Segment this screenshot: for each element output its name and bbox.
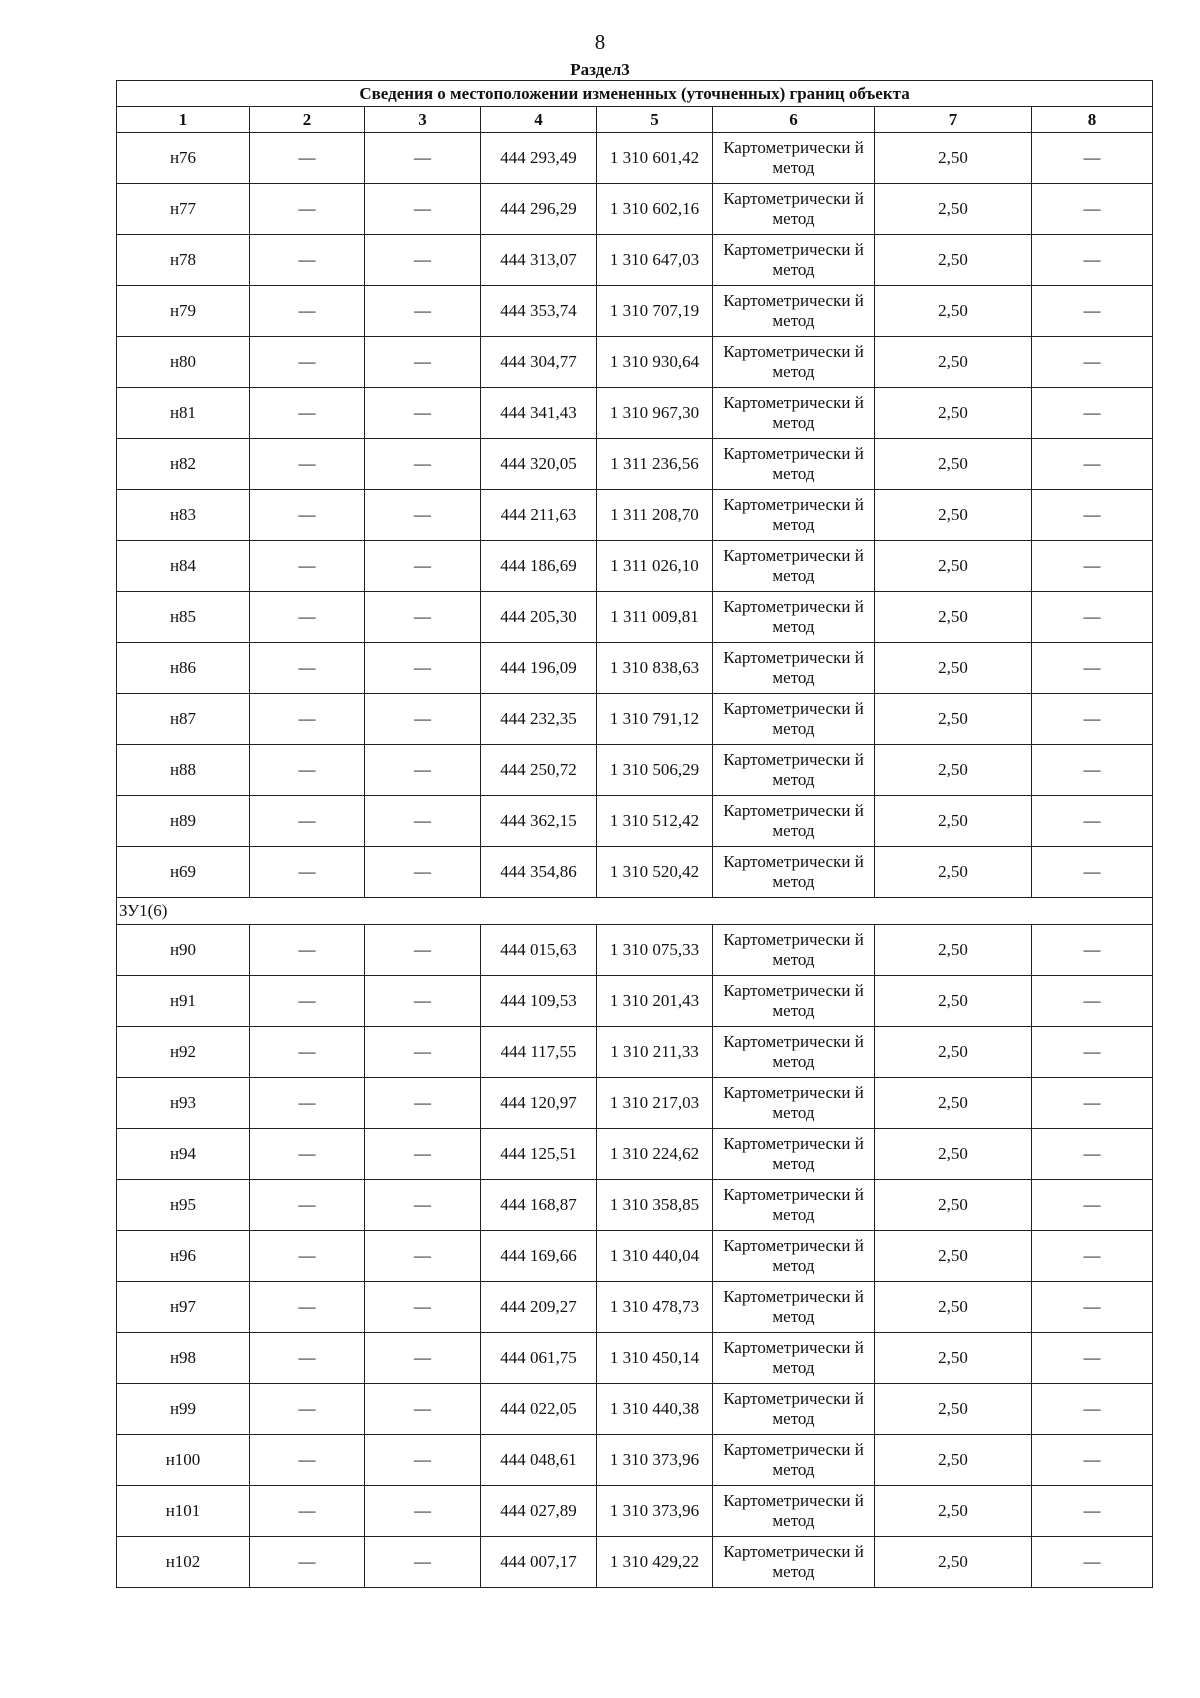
table-row xyxy=(117,235,1153,286)
y-coordinate-cell: 1 311 009,81 xyxy=(597,592,713,643)
x-coordinate-cell: 444 293,49 xyxy=(481,133,597,184)
x-coordinate-cell: 444 117,55 xyxy=(481,1027,597,1078)
point-number-cell: н69 xyxy=(117,847,250,898)
point-number-cell: н77 xyxy=(117,184,250,235)
method-cell: Картометрически й метод xyxy=(713,847,875,898)
y-coordinate-cell: 1 310 647,03 xyxy=(597,235,713,286)
column-3-cell: — xyxy=(365,541,481,592)
table-row xyxy=(117,337,1153,388)
column-8-cell: — xyxy=(1032,541,1153,592)
method-cell: Картометрически й метод xyxy=(713,1282,875,1333)
point-number-cell: н98 xyxy=(117,1333,250,1384)
point-number-cell: н92 xyxy=(117,1027,250,1078)
column-8-cell: — xyxy=(1032,694,1153,745)
precision-cell: 2,50 xyxy=(875,1435,1032,1486)
column-8-cell: — xyxy=(1032,796,1153,847)
x-coordinate-cell: 444 061,75 xyxy=(481,1333,597,1384)
precision-cell: 2,50 xyxy=(875,925,1032,976)
method-cell: Картометрически й метод xyxy=(713,337,875,388)
x-coordinate-cell: 444 232,35 xyxy=(481,694,597,745)
page-number: 8 xyxy=(594,30,606,54)
precision-cell: 2,50 xyxy=(875,133,1032,184)
column-number: 3 xyxy=(365,107,481,133)
x-coordinate-cell: 444 109,53 xyxy=(481,976,597,1027)
y-coordinate-cell: 1 310 930,64 xyxy=(597,337,713,388)
y-coordinate-cell: 1 310 601,42 xyxy=(597,133,713,184)
column-8-cell: — xyxy=(1032,1384,1153,1435)
column-number: 2 xyxy=(250,107,365,133)
column-2-cell: — xyxy=(250,337,365,388)
y-coordinate-cell: 1 310 211,33 xyxy=(597,1027,713,1078)
column-8-cell: — xyxy=(1032,1180,1153,1231)
column-3-cell: — xyxy=(365,694,481,745)
method-cell: Картометрически й метод xyxy=(713,235,875,286)
column-3-cell: — xyxy=(365,1027,481,1078)
table-row xyxy=(117,643,1153,694)
column-2-cell: — xyxy=(250,976,365,1027)
x-coordinate-cell: 444 186,69 xyxy=(481,541,597,592)
point-number-cell: н99 xyxy=(117,1384,250,1435)
column-2-cell: — xyxy=(250,592,365,643)
y-coordinate-cell: 1 310 373,96 xyxy=(597,1435,713,1486)
method-cell: Картометрически й метод xyxy=(713,133,875,184)
x-coordinate-cell: 444 048,61 xyxy=(481,1435,597,1486)
precision-cell: 2,50 xyxy=(875,1333,1032,1384)
column-3-cell: — xyxy=(365,847,481,898)
method-cell: Картометрически й метод xyxy=(713,1180,875,1231)
column-3-cell: — xyxy=(365,925,481,976)
table-row xyxy=(117,847,1153,898)
x-coordinate-cell: 444 209,27 xyxy=(481,1282,597,1333)
column-number-row xyxy=(117,107,1153,133)
x-coordinate-cell: 444 313,07 xyxy=(481,235,597,286)
column-3-cell: — xyxy=(365,796,481,847)
column-8-cell: — xyxy=(1032,592,1153,643)
point-number-cell: н82 xyxy=(117,439,250,490)
method-cell: Картометрически й метод xyxy=(713,796,875,847)
column-8-cell: — xyxy=(1032,439,1153,490)
y-coordinate-cell: 1 310 506,29 xyxy=(597,745,713,796)
column-8-cell: — xyxy=(1032,337,1153,388)
x-coordinate-cell: 444 250,72 xyxy=(481,745,597,796)
x-coordinate-cell: 444 015,63 xyxy=(481,925,597,976)
column-8-cell: — xyxy=(1032,745,1153,796)
method-cell: Картометрически й метод xyxy=(713,976,875,1027)
column-3-cell: — xyxy=(365,1384,481,1435)
point-number-cell: н100 xyxy=(117,1435,250,1486)
column-8-cell: — xyxy=(1032,1231,1153,1282)
precision-cell: 2,50 xyxy=(875,694,1032,745)
precision-cell: 2,50 xyxy=(875,286,1032,337)
method-cell: Картометрически й метод xyxy=(713,1537,875,1588)
point-number-cell: н93 xyxy=(117,1078,250,1129)
method-cell: Картометрически й метод xyxy=(713,643,875,694)
precision-cell: 2,50 xyxy=(875,796,1032,847)
table-row xyxy=(117,925,1153,976)
y-coordinate-cell: 1 310 440,38 xyxy=(597,1384,713,1435)
point-number-cell: н86 xyxy=(117,643,250,694)
y-coordinate-cell: 1 310 224,62 xyxy=(597,1129,713,1180)
column-8-cell: — xyxy=(1032,1282,1153,1333)
point-number-cell: н102 xyxy=(117,1537,250,1588)
point-number-cell: н96 xyxy=(117,1231,250,1282)
column-2-cell: — xyxy=(250,1384,365,1435)
x-coordinate-cell: 444 353,74 xyxy=(481,286,597,337)
point-number-cell: н101 xyxy=(117,1486,250,1537)
column-3-cell: — xyxy=(365,184,481,235)
y-coordinate-cell: 1 310 450,14 xyxy=(597,1333,713,1384)
point-number-cell: н78 xyxy=(117,235,250,286)
table-row xyxy=(117,388,1153,439)
precision-cell: 2,50 xyxy=(875,388,1032,439)
table-caption: Сведения о местоположении измененных (уточненных) границ объекта xyxy=(117,81,1153,107)
point-number-cell: н84 xyxy=(117,541,250,592)
column-2-cell: — xyxy=(250,235,365,286)
x-coordinate-cell: 444 304,77 xyxy=(481,337,597,388)
column-8-cell: — xyxy=(1032,184,1153,235)
column-2-cell: — xyxy=(250,847,365,898)
precision-cell: 2,50 xyxy=(875,235,1032,286)
x-coordinate-cell: 444 196,09 xyxy=(481,643,597,694)
column-8-cell: — xyxy=(1032,1333,1153,1384)
column-2-cell: — xyxy=(250,286,365,337)
column-3-cell: — xyxy=(365,643,481,694)
y-coordinate-cell: 1 310 838,63 xyxy=(597,643,713,694)
method-cell: Картометрически й метод xyxy=(713,439,875,490)
table-row xyxy=(117,976,1153,1027)
y-coordinate-cell: 1 310 429,22 xyxy=(597,1537,713,1588)
column-8-cell: — xyxy=(1032,1435,1153,1486)
method-cell: Картометрически й метод xyxy=(713,1384,875,1435)
column-2-cell: — xyxy=(250,1333,365,1384)
y-coordinate-cell: 1 311 208,70 xyxy=(597,490,713,541)
table-row xyxy=(117,745,1153,796)
precision-cell: 2,50 xyxy=(875,490,1032,541)
column-2-cell: — xyxy=(250,1231,365,1282)
y-coordinate-cell: 1 310 512,42 xyxy=(597,796,713,847)
column-8-cell: — xyxy=(1032,388,1153,439)
y-coordinate-cell: 1 310 967,30 xyxy=(597,388,713,439)
precision-cell: 2,50 xyxy=(875,1027,1032,1078)
column-2-cell: — xyxy=(250,1435,365,1486)
x-coordinate-cell: 444 341,43 xyxy=(481,388,597,439)
y-coordinate-cell: 1 310 440,04 xyxy=(597,1231,713,1282)
column-2-cell: — xyxy=(250,643,365,694)
column-8-cell: — xyxy=(1032,847,1153,898)
point-number-cell: н80 xyxy=(117,337,250,388)
column-2-cell: — xyxy=(250,541,365,592)
y-coordinate-cell: 1 310 707,19 xyxy=(597,286,713,337)
method-cell: Картометрически й метод xyxy=(713,1027,875,1078)
point-number-cell: н81 xyxy=(117,388,250,439)
y-coordinate-cell: 1 310 373,96 xyxy=(597,1486,713,1537)
column-3-cell: — xyxy=(365,1486,481,1537)
table-row xyxy=(117,1384,1153,1435)
group-label: ЗУ1(6) xyxy=(117,898,1153,925)
method-cell: Картометрически й метод xyxy=(713,541,875,592)
method-cell: Картометрически й метод xyxy=(713,592,875,643)
column-8-cell: — xyxy=(1032,1129,1153,1180)
precision-cell: 2,50 xyxy=(875,1078,1032,1129)
precision-cell: 2,50 xyxy=(875,1180,1032,1231)
table-row xyxy=(117,1282,1153,1333)
table-row xyxy=(117,1078,1153,1129)
table-row xyxy=(117,1333,1153,1384)
point-number-cell: н90 xyxy=(117,925,250,976)
point-number-cell: н76 xyxy=(117,133,250,184)
precision-cell: 2,50 xyxy=(875,1282,1032,1333)
column-8-cell: — xyxy=(1032,1078,1153,1129)
x-coordinate-cell: 444 211,63 xyxy=(481,490,597,541)
precision-cell: 2,50 xyxy=(875,592,1032,643)
x-coordinate-cell: 444 022,05 xyxy=(481,1384,597,1435)
table-row xyxy=(117,1129,1153,1180)
y-coordinate-cell: 1 310 075,33 xyxy=(597,925,713,976)
method-cell: Картометрически й метод xyxy=(713,1078,875,1129)
column-number: 6 xyxy=(713,107,875,133)
column-8-cell: — xyxy=(1032,925,1153,976)
point-number-cell: н94 xyxy=(117,1129,250,1180)
column-3-cell: — xyxy=(365,745,481,796)
column-3-cell: — xyxy=(365,1180,481,1231)
x-coordinate-cell: 444 027,89 xyxy=(481,1486,597,1537)
y-coordinate-cell: 1 310 217,03 xyxy=(597,1078,713,1129)
table-row xyxy=(117,541,1153,592)
method-cell: Картометрически й метод xyxy=(713,925,875,976)
method-cell: Картометрически й метод xyxy=(713,184,875,235)
column-8-cell: — xyxy=(1032,235,1153,286)
x-coordinate-cell: 444 354,86 xyxy=(481,847,597,898)
column-2-cell: — xyxy=(250,1486,365,1537)
point-number-cell: н85 xyxy=(117,592,250,643)
x-coordinate-cell: 444 205,30 xyxy=(481,592,597,643)
column-3-cell: — xyxy=(365,337,481,388)
method-cell: Картометрически й метод xyxy=(713,1486,875,1537)
precision-cell: 2,50 xyxy=(875,1486,1032,1537)
column-3-cell: — xyxy=(365,286,481,337)
x-coordinate-cell: 444 125,51 xyxy=(481,1129,597,1180)
column-3-cell: — xyxy=(365,1333,481,1384)
precision-cell: 2,50 xyxy=(875,847,1032,898)
column-3-cell: — xyxy=(365,976,481,1027)
point-number-cell: н79 xyxy=(117,286,250,337)
column-number: 1 xyxy=(117,107,250,133)
table-row xyxy=(117,1486,1153,1537)
method-cell: Картометрически й метод xyxy=(713,490,875,541)
precision-cell: 2,50 xyxy=(875,1384,1032,1435)
table-row xyxy=(117,1537,1153,1588)
method-cell: Картометрически й метод xyxy=(713,1435,875,1486)
precision-cell: 2,50 xyxy=(875,745,1032,796)
method-cell: Картометрически й метод xyxy=(713,694,875,745)
column-8-cell: — xyxy=(1032,133,1153,184)
column-number: 7 xyxy=(875,107,1032,133)
table-row xyxy=(117,439,1153,490)
column-3-cell: — xyxy=(365,1078,481,1129)
y-coordinate-cell: 1 310 602,16 xyxy=(597,184,713,235)
table-row xyxy=(117,184,1153,235)
table-row xyxy=(117,1180,1153,1231)
point-number-cell: н91 xyxy=(117,976,250,1027)
x-coordinate-cell: 444 362,15 xyxy=(481,796,597,847)
y-coordinate-cell: 1 310 791,12 xyxy=(597,694,713,745)
precision-cell: 2,50 xyxy=(875,184,1032,235)
column-3-cell: — xyxy=(365,1129,481,1180)
method-cell: Картометрически й метод xyxy=(713,1129,875,1180)
table-row xyxy=(117,1231,1153,1282)
method-cell: Картометрически й метод xyxy=(713,1333,875,1384)
table-row xyxy=(117,1435,1153,1486)
column-2-cell: — xyxy=(250,694,365,745)
column-3-cell: — xyxy=(365,1282,481,1333)
x-coordinate-cell: 444 120,97 xyxy=(481,1078,597,1129)
column-3-cell: — xyxy=(365,1231,481,1282)
column-2-cell: — xyxy=(250,1282,365,1333)
method-cell: Картометрически й метод xyxy=(713,1231,875,1282)
column-2-cell: — xyxy=(250,388,365,439)
method-cell: Картометрически й метод xyxy=(713,745,875,796)
column-8-cell: — xyxy=(1032,286,1153,337)
column-3-cell: — xyxy=(365,592,481,643)
y-coordinate-cell: 1 310 478,73 xyxy=(597,1282,713,1333)
point-number-cell: н83 xyxy=(117,490,250,541)
x-coordinate-cell: 444 320,05 xyxy=(481,439,597,490)
y-coordinate-cell: 1 310 201,43 xyxy=(597,976,713,1027)
column-2-cell: — xyxy=(250,1180,365,1231)
column-number: 5 xyxy=(597,107,713,133)
column-8-cell: — xyxy=(1032,976,1153,1027)
column-2-cell: — xyxy=(250,925,365,976)
column-3-cell: — xyxy=(365,1537,481,1588)
section-title: Раздел3 xyxy=(570,60,630,79)
column-number: 8 xyxy=(1032,107,1153,133)
table-caption-row xyxy=(117,81,1153,107)
point-number-cell: н97 xyxy=(117,1282,250,1333)
column-8-cell: — xyxy=(1032,490,1153,541)
column-2-cell: — xyxy=(250,439,365,490)
column-2-cell: — xyxy=(250,1129,365,1180)
x-coordinate-cell: 444 169,66 xyxy=(481,1231,597,1282)
column-3-cell: — xyxy=(365,1435,481,1486)
column-3-cell: — xyxy=(365,439,481,490)
point-number-cell: н87 xyxy=(117,694,250,745)
precision-cell: 2,50 xyxy=(875,1231,1032,1282)
column-3-cell: — xyxy=(365,388,481,439)
table-row xyxy=(117,1027,1153,1078)
column-3-cell: — xyxy=(365,235,481,286)
table-row xyxy=(117,286,1153,337)
precision-cell: 2,50 xyxy=(875,643,1032,694)
point-number-cell: н88 xyxy=(117,745,250,796)
column-3-cell: — xyxy=(365,133,481,184)
x-coordinate-cell: 444 168,87 xyxy=(481,1180,597,1231)
precision-cell: 2,50 xyxy=(875,337,1032,388)
column-2-cell: — xyxy=(250,1537,365,1588)
column-3-cell: — xyxy=(365,490,481,541)
column-8-cell: — xyxy=(1032,643,1153,694)
table-row xyxy=(117,133,1153,184)
column-2-cell: — xyxy=(250,1027,365,1078)
method-cell: Картометрически й метод xyxy=(713,388,875,439)
y-coordinate-cell: 1 311 236,56 xyxy=(597,439,713,490)
x-coordinate-cell: 444 296,29 xyxy=(481,184,597,235)
x-coordinate-cell: 444 007,17 xyxy=(481,1537,597,1588)
column-2-cell: — xyxy=(250,796,365,847)
precision-cell: 2,50 xyxy=(875,439,1032,490)
y-coordinate-cell: 1 310 520,42 xyxy=(597,847,713,898)
column-2-cell: — xyxy=(250,490,365,541)
table-row xyxy=(117,592,1153,643)
precision-cell: 2,50 xyxy=(875,541,1032,592)
column-8-cell: — xyxy=(1032,1486,1153,1537)
group-row xyxy=(117,898,1153,925)
precision-cell: 2,50 xyxy=(875,1129,1032,1180)
point-number-cell: н95 xyxy=(117,1180,250,1231)
column-2-cell: — xyxy=(250,184,365,235)
table-row xyxy=(117,796,1153,847)
column-2-cell: — xyxy=(250,745,365,796)
precision-cell: 2,50 xyxy=(875,976,1032,1027)
point-number-cell: н89 xyxy=(117,796,250,847)
precision-cell: 2,50 xyxy=(875,1537,1032,1588)
column-2-cell: — xyxy=(250,133,365,184)
column-8-cell: — xyxy=(1032,1537,1153,1588)
coordinates-table xyxy=(116,80,1153,1588)
column-2-cell: — xyxy=(250,1078,365,1129)
y-coordinate-cell: 1 311 026,10 xyxy=(597,541,713,592)
y-coordinate-cell: 1 310 358,85 xyxy=(597,1180,713,1231)
column-number: 4 xyxy=(481,107,597,133)
table-row xyxy=(117,694,1153,745)
method-cell: Картометрически й метод xyxy=(713,286,875,337)
table-row xyxy=(117,490,1153,541)
column-8-cell: — xyxy=(1032,1027,1153,1078)
